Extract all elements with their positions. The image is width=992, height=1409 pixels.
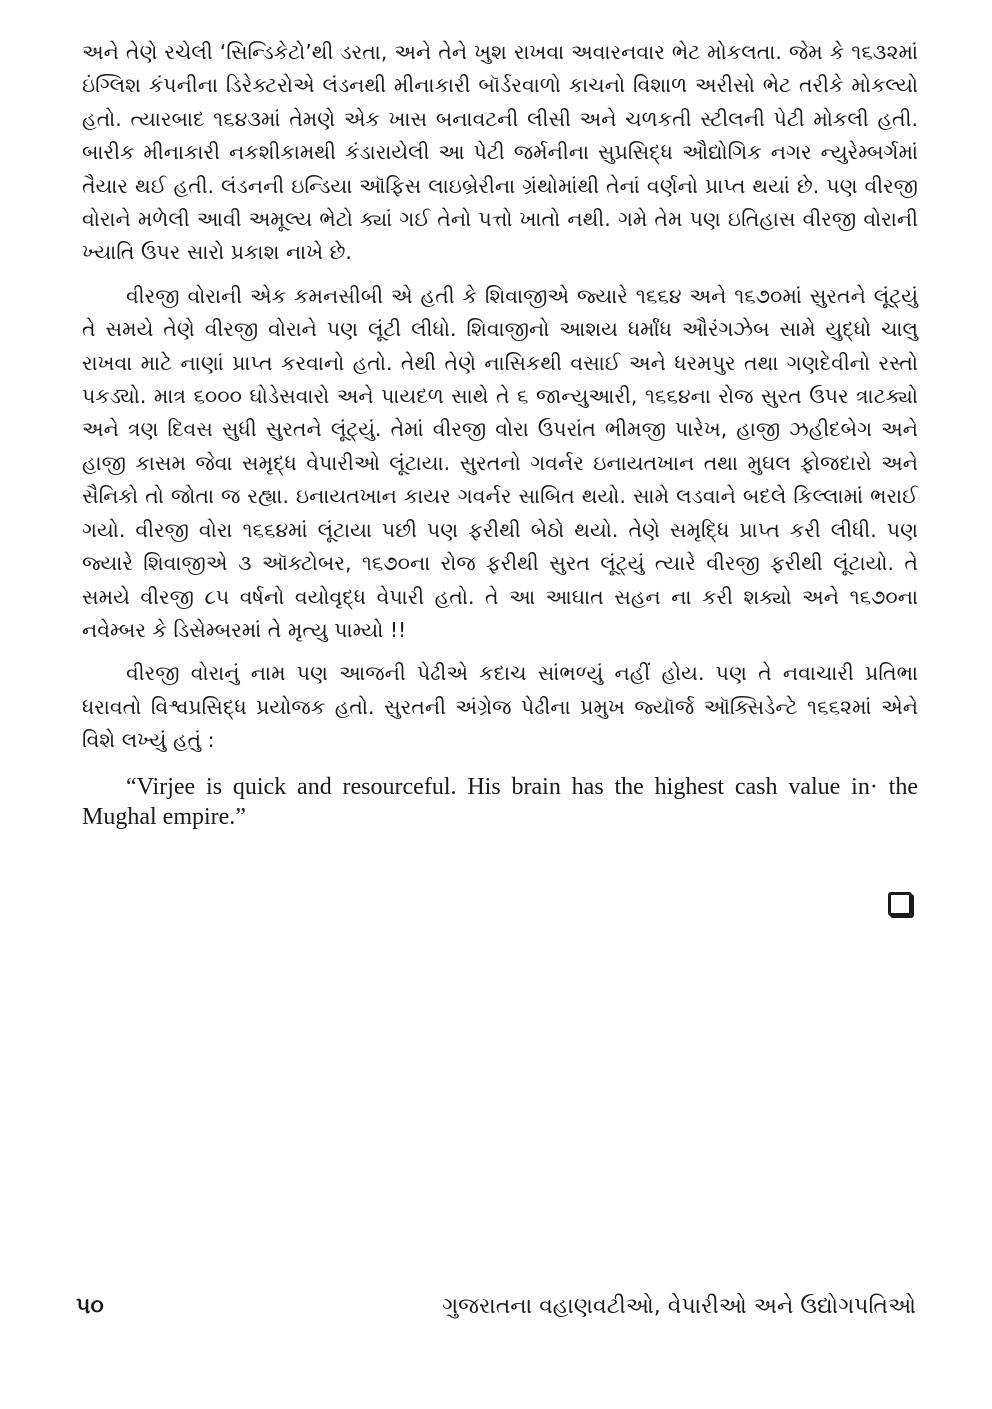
end-of-article-square-icon (888, 892, 912, 916)
paragraph-3: વીરજી વોરાનું નામ પણ આજની પેઢીએ કદાચ સાંભળ્યું નહીં હોય. પણ તે નવાચારી પ્રતિભા ધરાવતો વિશ્વપ્રસિદ્ધ પ્રયોજક હતો. સુરતની અંગ્રેજ પેઢીના પ્રમુખ જ્યૉર્જ ઑક્સિડેન્ટે ૧૬૬૨માં એને વિશે લખ્યું હતું : (82, 661, 918, 753)
paragraph-1: અને તેણે રચેલી ‘સિન્ડિકેટો’થી ડરતા, અને તેને ખુશ રાખવા અવારનવાર ભેટ મોકલતા. જેમ કે ૧૬૩૨માં ઇંગ્લિશ કંપનીના ડિરેક્ટરોએ લંડનથી મીનાકારી બૉર્ડરવાળો કાચનો વિશાળ અરીસો ભેટ તરીકે મોકલ્યો હતો. ત્યારબાદ ૧૬૪૩માં તેમણે એક ખાસ બનાવટની લીસી અને ચળકતી સ્ટીલની પેટી મોકલી હતી. બારીક મીનાકારી નકશીકામથી કંડારાયેલી આ પેટી જર્મનીના સુપ્રસિદ્ધ ઔદ્યોગિક નગર ન્યુરેમ્બર્ગમાં તૈયાર થઈ હતી. લંડનની ઇન્ડિયા ઑફિસ લાઇબ્રેરીના ગ્રંથોમાંથી તેનાં વર્ણનો પ્રાપ્ત થયાં છે. પણ વીરજી વોરાને મળેલી આવી અમૂલ્ય ભેટો ક્યાં ગઈ તેનો પત્તો ખાતો નથી. ગમે તેમ પણ ઇતિહાસ વીરજી વોરાની ખ્યાતિ ઉપર સારો પ્રકાશ નાખે છે. (82, 40, 918, 265)
english-quote: “Virjee is quick and resourceful. His brain has the highest cash value in· the Mughal empire.” (82, 773, 918, 830)
page-body (82, 36, 918, 832)
paragraph-2: વીરજી વોરાની એક કમનસીબી એ હતી કે શિવાજીએ જ્યારે ૧૬૬૪ અને ૧૬૭૦માં સુરતને લૂંટ્યું તે સમયે તેણે વીરજી વોરાને પણ લૂંટી લીધો. શિવાજીનો આશય ધર્માંધ ઔરંગઝેબ સામે યુદ્ધો ચાલુ રાખવા માટે નાણાં પ્રાપ્ત કરવાનો હતો. તેથી તેણે નાસિકથી વસાઈ અને ધરમપુર તથા ગણદેવીનો રસ્તો પકડ્યો. માત્ર ૬૦૦૦ ઘોડેસવારો અને પાયદળ સાથે તે ૬ જાન્યુઆરી, ૧૬૬૪ના રોજ સુરત ઉપર ત્રાટક્યો અને ત્રણ દિવસ સુધી સુરતને લૂંટ્યું. તેમાં વીરજી વોરા ઉપરાંત ભીમજી પારેખ, હાજી ઝહીદબેગ અને હાજી કાસમ જેવા સમૃદ્ધ વેપારીઓ લૂંટાયા. સુરતનો ગવર્નર ઇનાયતખાન તથા મુઘલ ફોજદારો અને સૈનિકો તો જોતા જ રહ્યા. ઇનાયતખાન કાયર ગવર્નર સાબિત થયો. સામે લડવાને બદલે કિલ્લામાં ભરાઈ ગયો. વીરજી વોરા ૧૬૬૪માં લૂંટાયા પછી પણ ફરીથી બેઠો થયો. તેણે સમૃદ્ધિ પ્રાપ્ત કરી લીધી. પણ જ્યારે શિવાજીએ ૩ ઑક્ટોબર, ૧૬૭૦ના રોજ ફરીથી સુરત લૂંટ્યું ત્યારે વીરજી ફરીથી લૂંટાયો. તે સમયે વીરજી ૮૫ વર્ષનો વયોવૃદ્ધ વેપારી હતો. તે આ આઘાત સહન ના કરી શક્યો અને ૧૬૭૦ના નવેમ્બર કે ડિસેમ્બરમાં તે મૃત્યુ પામ્યો !! (82, 283, 918, 642)
page-number: ૫૦ (76, 1294, 104, 1319)
page-footer (76, 1290, 916, 1330)
running-book-title: ગુજરાતના વહાણવટીઓ, વેપારીઓ અને ઉદ્યોગપતિઓ (442, 1294, 916, 1319)
